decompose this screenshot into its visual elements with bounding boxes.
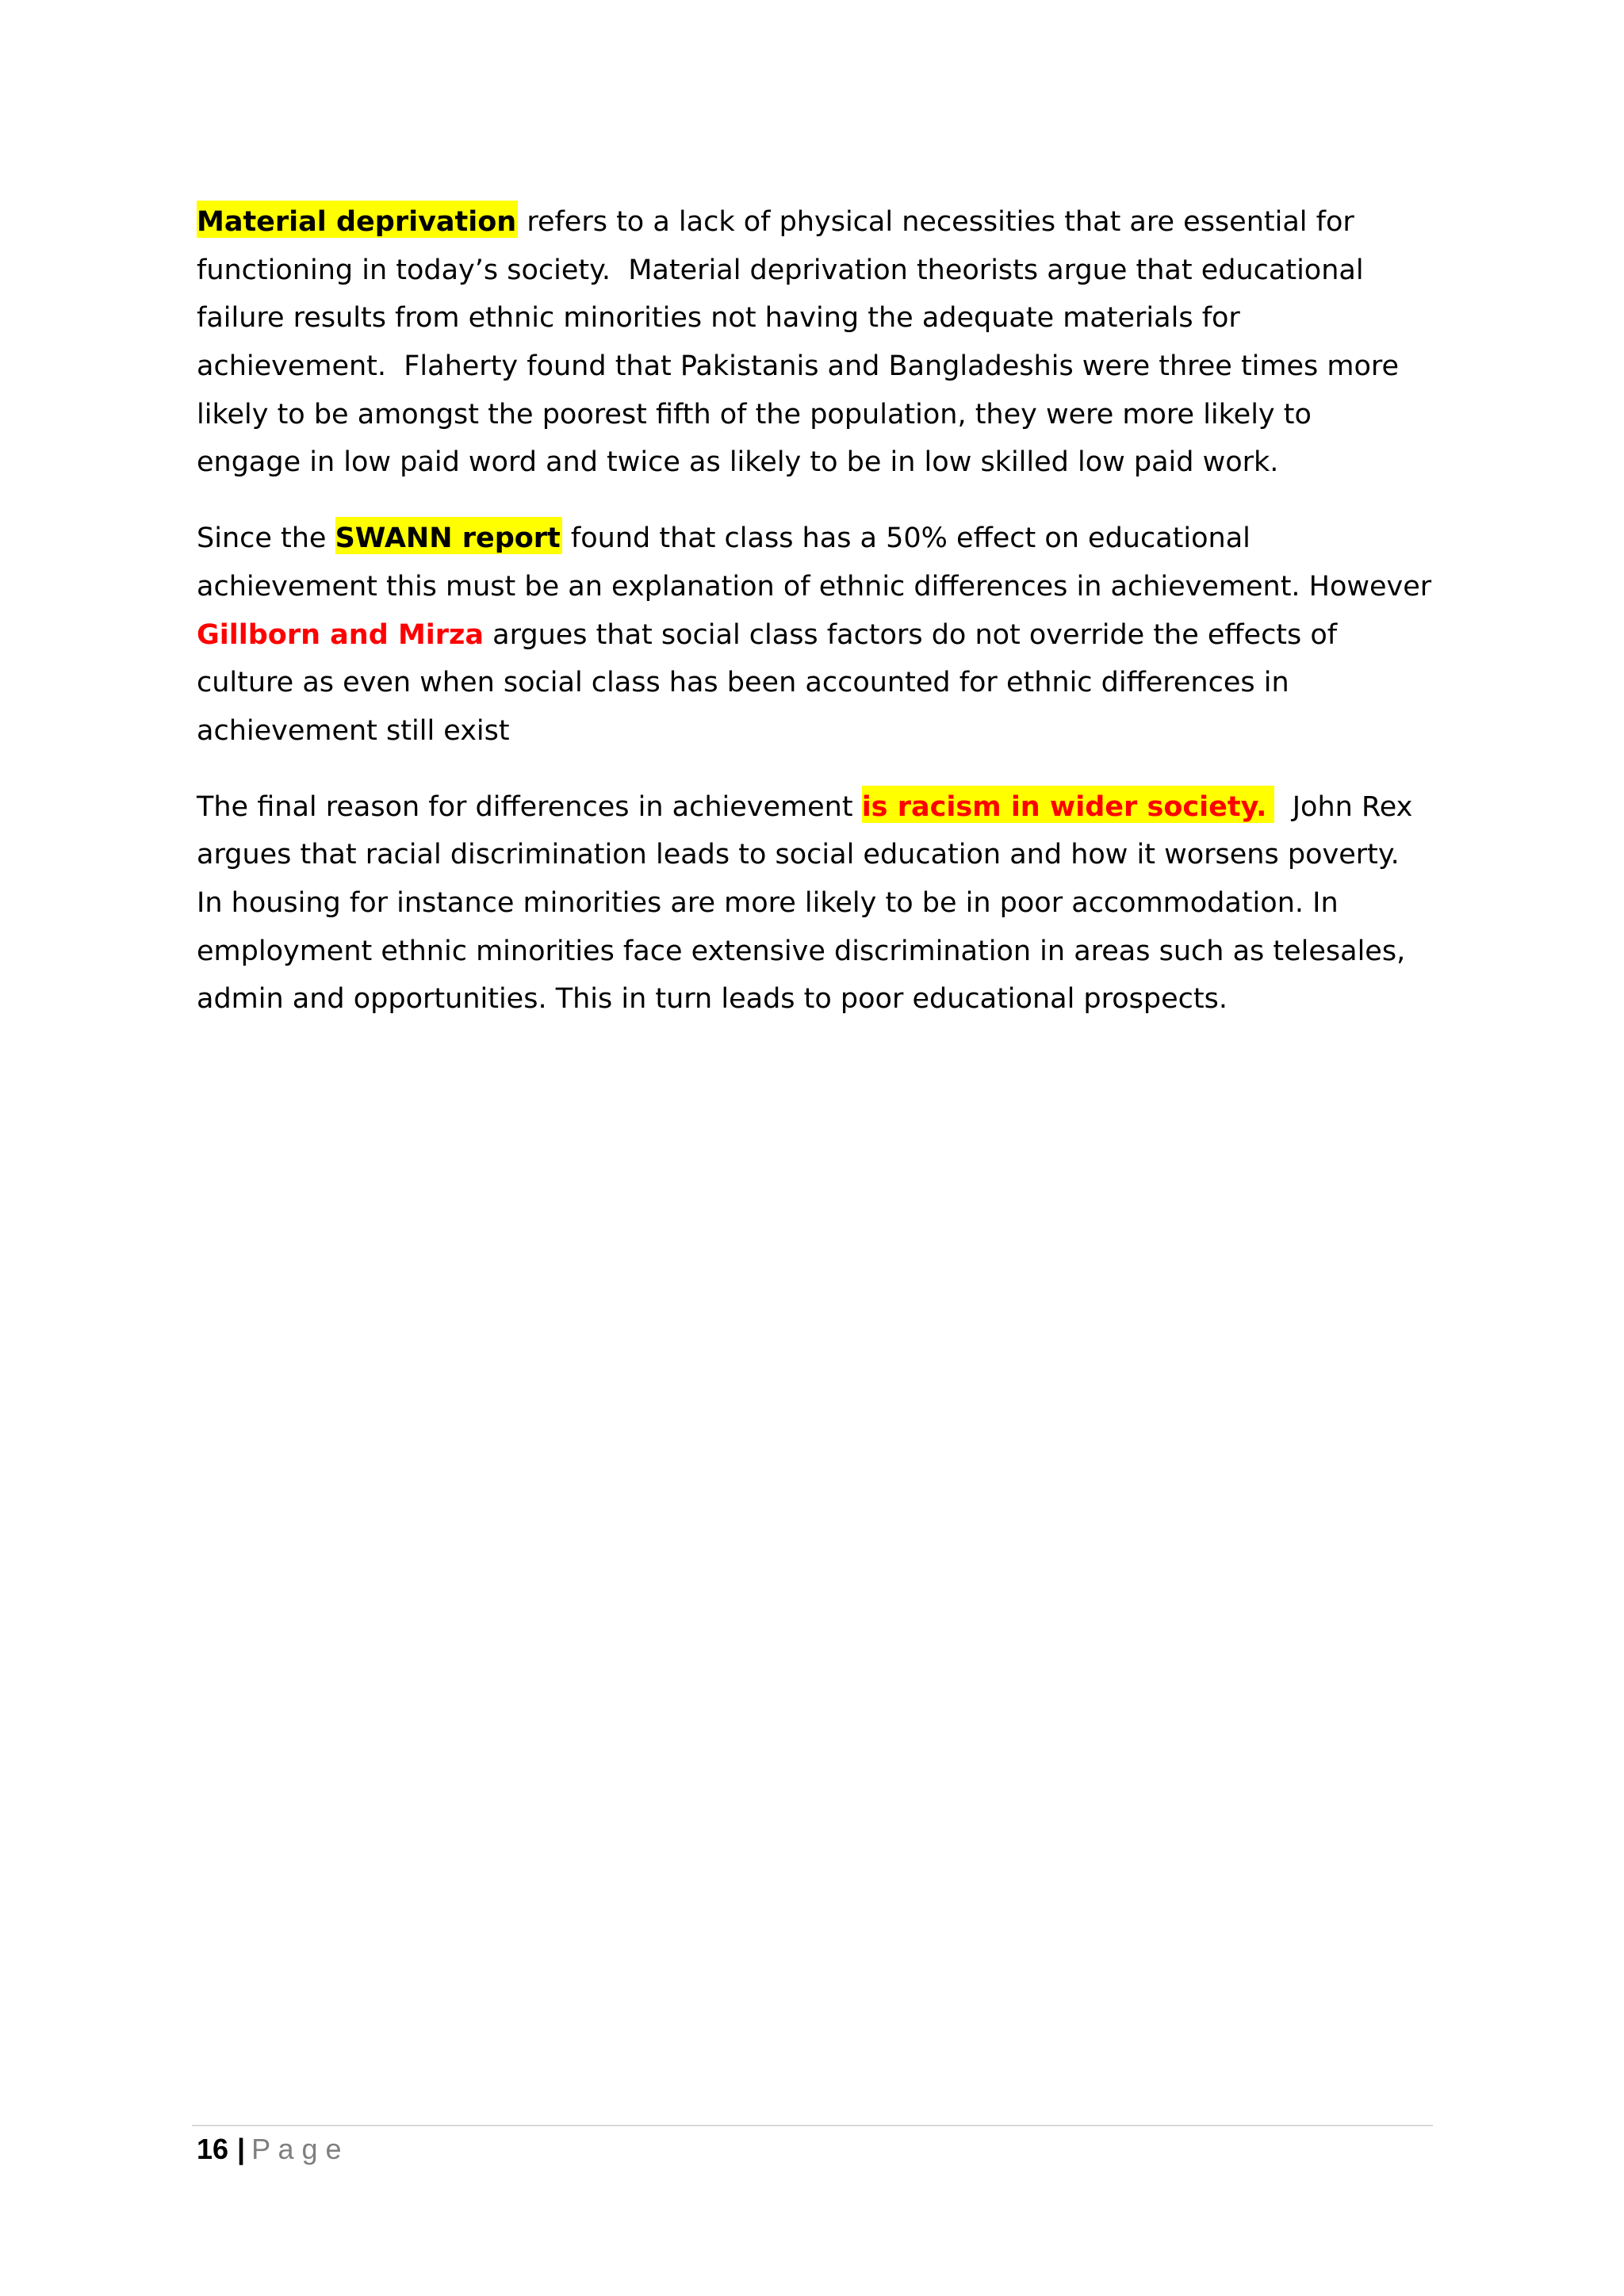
text-line: functioning in today’s society. Material deprivation theorists argue that educational [197, 254, 1364, 286]
text-line: engage in low paid word and twice as likely to be in low skilled low paid work. [197, 446, 1279, 479]
paragraph-racism-in-wider-society [197, 783, 1481, 1024]
highlighted-term-material-deprivation: Material deprivation [197, 201, 518, 238]
line-text: John Rex [1274, 790, 1413, 823]
text-line: culture as even when social class has been accounted for ethnic differences in [197, 667, 1289, 699]
text-line [197, 783, 1481, 832]
line-text: argues that social class factors do not override the effects of [484, 618, 1338, 651]
text-line: In housing for instance minorities are more likely to be in poor accommodation. In [197, 886, 1339, 919]
page-footer [197, 2133, 342, 2166]
text-line: achievement still exist [197, 714, 510, 747]
line-text: The final reason for differences in achievement [197, 790, 862, 823]
text-line [197, 515, 1481, 563]
paragraph-swann-report [197, 515, 1481, 755]
text-line: employment ethnic minorities face extensive discrimination in areas such as telesales, [197, 935, 1406, 967]
text-line: likely to be amongst the poorest fifth of the population, they were more likely to [197, 398, 1312, 430]
highlighted-term-racism-in-wider-society: is racism in wider society. [862, 786, 1275, 823]
text-line: achievement. Flaherty found that Pakistanis and Bangladeshis were three times more [197, 350, 1400, 383]
text-line: achievement this must be an explanation of ethnic differences in achievement. However [197, 570, 1432, 603]
footer-separator: | [237, 2133, 246, 2165]
emphasis-gillborn-and-mirza: Gillborn and Mirza [197, 618, 485, 651]
highlighted-term-swann-report: SWANN report [335, 517, 562, 554]
text-line [197, 611, 1481, 660]
page-label: P a g e [251, 2133, 342, 2165]
footer-divider [192, 2125, 1433, 2126]
text-line: argues that racial discrimination leads to social education and how it worsens poverty. [197, 839, 1400, 871]
page-body [197, 198, 1481, 1051]
page-number: 16 [197, 2133, 229, 2165]
text-line [197, 198, 1481, 247]
line-text: refers to a lack of physical necessities that are essential for [518, 206, 1354, 238]
line-text: found that class has a 50% effect on educational [561, 522, 1251, 555]
line-text: Since the [197, 522, 335, 555]
text-line: admin and opportunities. This in turn leads to poor educational prospects. [197, 983, 1228, 1016]
text-line: failure results from ethnic minorities not having the adequate materials for [197, 302, 1240, 335]
paragraph-material-deprivation [197, 198, 1481, 487]
